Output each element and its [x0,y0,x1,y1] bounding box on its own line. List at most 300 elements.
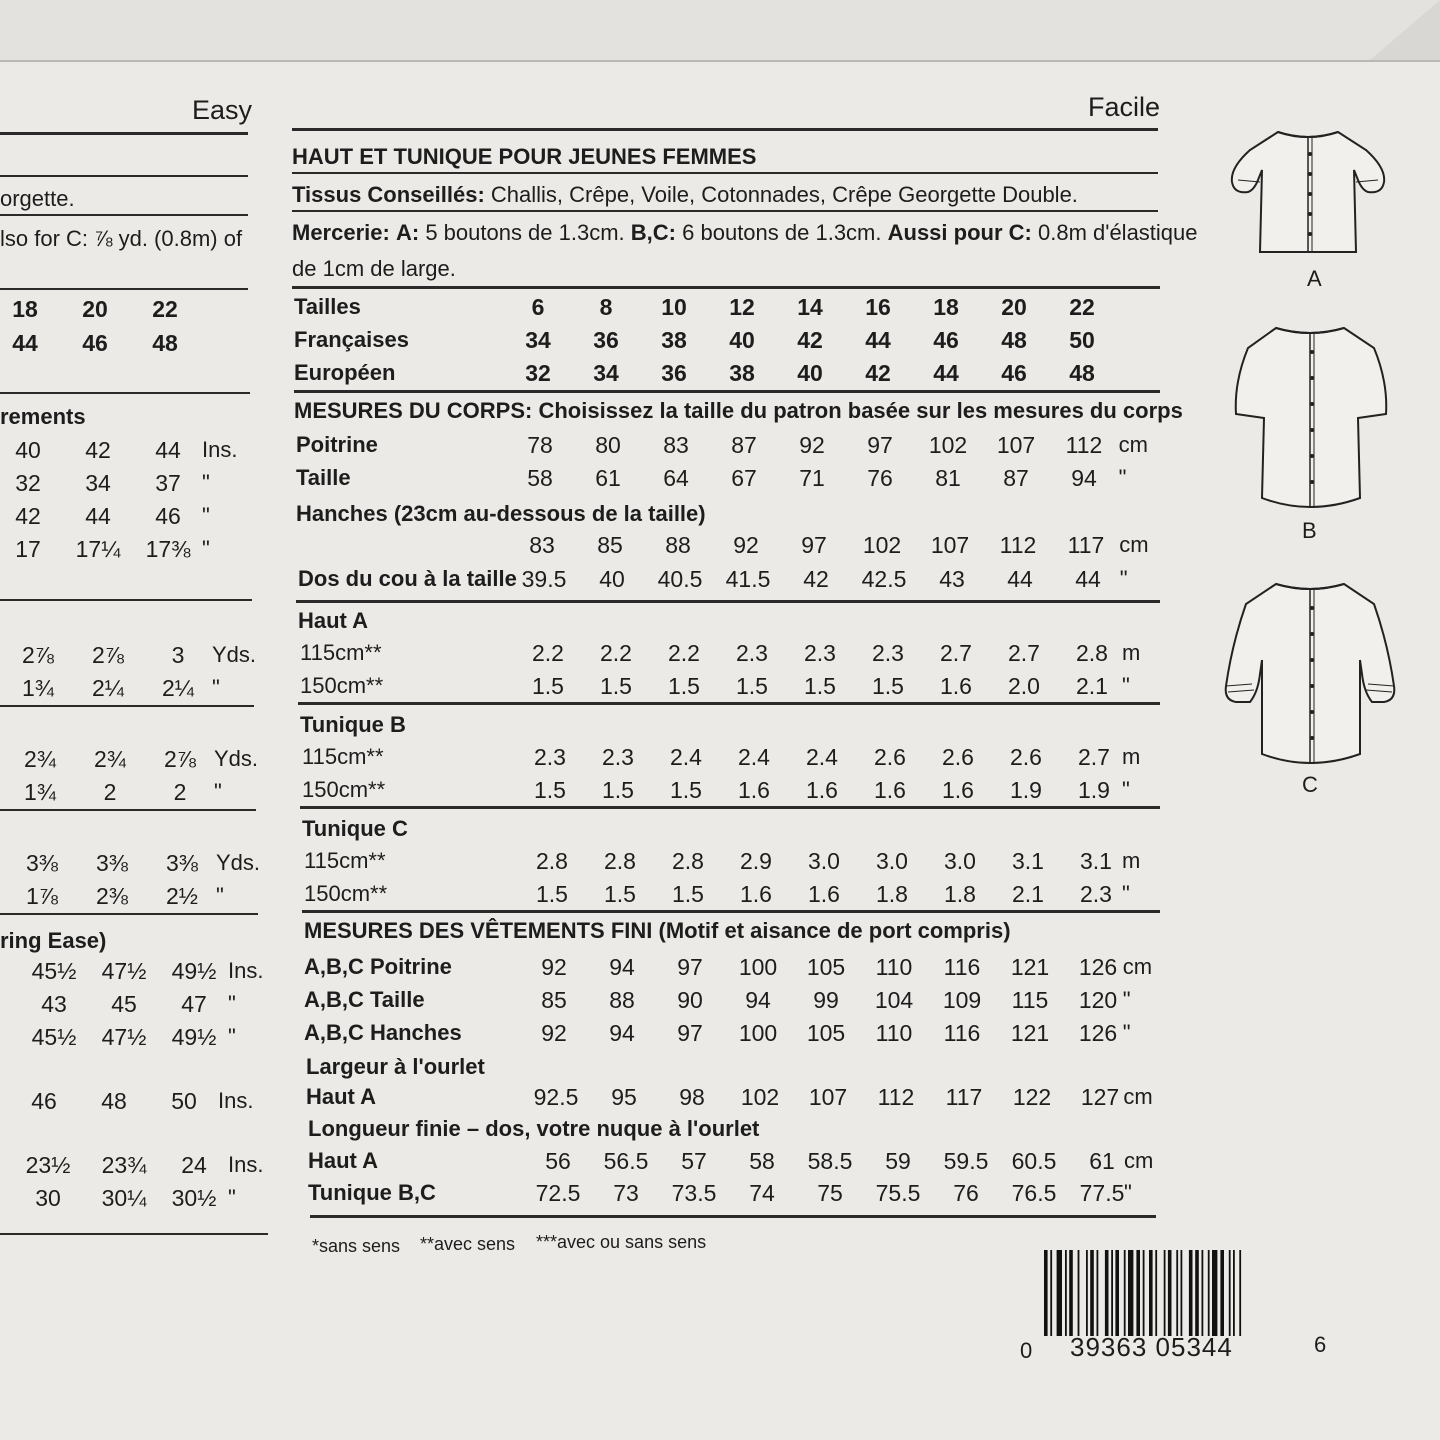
barcode-bar [1149,1250,1153,1336]
table-cell: 87 [1003,465,1029,491]
table-cell: 3 [171,642,185,668]
finished-heading: MESURES DES VÊTEMENTS FINI (Motif et aisance de port compris) [304,918,1011,943]
barcode-lead-digit: 0 [1020,1338,1033,1363]
table-cell: 42 [85,437,111,463]
row-label: Haut A [308,1148,379,1173]
unit-cell: " [1122,881,1130,906]
table-cell: 46 [155,503,181,529]
table-cell: 3⅜ [26,850,58,876]
table-cell: 2⅞ [92,642,124,668]
divider [292,286,1160,289]
table-cell: 43 [41,991,67,1017]
table-cell: 100 [738,1020,778,1046]
table-cell: 1.5 [536,881,568,907]
table-cell: 2¾ [94,746,126,772]
table-cell: 104 [874,987,914,1013]
unit-cell: m [1122,744,1141,769]
table-cell: 44 [1007,566,1033,592]
table-cell: 1.5 [872,673,904,699]
table-cell: 107 [930,532,970,558]
table-cell: 47 [181,991,207,1017]
table-cell: 75.5 [875,1180,921,1206]
unit-cell: " [228,1185,236,1210]
barcode-bar [1097,1250,1099,1336]
table-cell: 32 [15,470,41,496]
row-label: 115cm** [300,640,382,665]
row-label: 150cm** [302,777,386,802]
table-cell: 94 [745,987,771,1013]
table-cell: 42.5 [861,566,907,592]
table-cell: 85 [597,532,623,558]
table-cell: 16 [865,294,891,320]
divider [292,128,1158,131]
divider [0,1233,268,1235]
table-cell: 1.6 [808,881,840,907]
table-cell: 97 [867,432,893,458]
table-cell: 38 [729,360,755,386]
table-cell: 45 [111,991,137,1017]
unit-cell: " [1118,465,1127,490]
table-cell: 3.1 [1080,848,1112,874]
fabrics-line [292,182,1078,208]
pattern-heading: HAUT ET TUNIQUE POUR JEUNES FEMMES [292,144,757,169]
unit-cell: " [228,1024,236,1049]
table-cell: 102 [740,1084,780,1110]
table-cell: 1.6 [874,777,906,803]
table-cell: 43 [939,566,965,592]
barcode-bar [1202,1250,1204,1336]
unit-cell: " [216,883,224,908]
table-cell: 1.5 [670,777,702,803]
row-label: 150cm** [304,881,388,906]
flap-corner [1370,0,1440,60]
table-cell: 46 [82,330,108,356]
table-cell: 40 [15,437,41,463]
unit-cell: " [214,779,222,804]
table-cell: 1.5 [736,673,768,699]
table-cell: 44 [12,330,38,356]
barcode-bar [1220,1250,1224,1336]
notions-bc-label: B,C: [630,220,677,245]
hips-label: Hanches (23cm au-dessous de la taille) [296,501,706,526]
notions-bc: 6 boutons de 1.3cm. [682,220,882,245]
table-cell: 17¼ [75,536,121,562]
unit-cell: Ins. [202,437,238,462]
unit-cell: " [1119,566,1128,591]
footnote-3: ***avec ou sans sens [536,1232,707,1252]
table-cell: 2.8 [536,848,568,874]
footnote-2: **avec sens [420,1234,516,1254]
barcode-bar [1176,1250,1178,1336]
table-cell: 58.5 [807,1148,853,1174]
unit-cell: cm [1122,954,1153,979]
table-cell: 80 [595,432,621,458]
table-cell: 87 [731,432,757,458]
body-heading-en: rements [0,404,86,429]
table-cell: 36 [593,327,619,353]
table-cell: 2⅜ [96,883,128,909]
table-cell: 85 [541,987,567,1013]
table-cell: 56.5 [603,1148,649,1174]
table-cell: 40 [729,327,755,353]
barcode-bar [1239,1250,1241,1336]
table-cell: 2.1 [1012,881,1044,907]
notions-label: Mercerie: [292,220,390,245]
table-cell: 1.5 [532,673,564,699]
table-cell: 50 [171,1088,197,1114]
barcode-bar [1181,1250,1183,1336]
notions-a: 5 boutons de 1.3cm. [425,220,625,245]
table-cell: 1¾ [24,779,56,805]
table-cell: 112 [877,1084,915,1110]
table-cell: 42 [803,566,829,592]
table-cell: 76.5 [1011,1180,1057,1206]
table-cell: 2.1 [1076,673,1108,699]
table-cell: 94 [1071,465,1097,491]
table-cell: 59.5 [943,1148,989,1174]
table-cell: 2 [173,779,187,805]
table-cell: 2.3 [1080,881,1112,907]
table-cell: 2.8 [1076,640,1108,666]
unit-cell: " [202,503,210,528]
table-cell: 2⅞ [164,746,196,772]
table-cell: 94 [609,954,635,980]
table-cell: 120 [1078,987,1118,1013]
table-cell: 92 [541,1020,567,1046]
table-cell: 57 [681,1148,707,1174]
table-cell: 45½ [31,958,77,984]
divider [0,175,248,177]
table-cell: 44 [85,503,111,529]
table-cell: 71 [799,465,825,491]
table-cell: 10 [661,294,687,320]
barcode-bar [1069,1250,1073,1336]
table-cell: 107 [808,1084,848,1110]
table-cell: 47½ [101,1024,147,1050]
divider [294,390,1160,393]
table-cell: 61 [1089,1148,1115,1174]
row-label: 150cm** [300,673,384,698]
table-cell: 30½ [171,1185,217,1211]
table-cell: 126 [1078,954,1118,980]
row-label: A,B,C Poitrine [304,954,452,979]
table-cell: 1.5 [804,673,836,699]
row-label: Tailles [294,294,361,319]
table-cell: 1.9 [1010,777,1042,803]
table-cell: 78 [527,432,553,458]
table-cell: 1.6 [740,881,772,907]
table-cell: 40 [599,566,625,592]
row-label: A,B,C Hanches [304,1020,462,1045]
table-cell: 22 [1069,294,1095,320]
table-cell: 1.5 [604,881,636,907]
table-cell: 88 [609,987,635,1013]
table-cell: 6 [531,294,545,320]
unit-cell: m [1122,640,1141,665]
table-cell: 110 [875,954,913,980]
yardage-title: Tunique C [302,816,408,841]
view-a-label: A [1307,266,1322,291]
table-cell: 60.5 [1011,1148,1057,1174]
table-cell: 109 [942,987,982,1013]
table-cell: 2¼ [162,675,194,701]
table-cell: 1.8 [876,881,908,907]
table-cell: 94 [609,1020,635,1046]
table-cell: 18 [12,296,38,322]
unit-cell: " [1122,987,1131,1012]
table-cell: 92 [799,432,825,458]
barcode-bar [1212,1250,1217,1336]
unit-cell: " [202,470,210,495]
fabrics-label: Tissus Conseillés: [292,182,485,207]
table-cell: 99 [813,987,839,1013]
table-cell: 22 [152,296,178,322]
divider [292,210,1158,212]
table-cell: 105 [806,1020,846,1046]
view-b-label: B [1302,518,1317,543]
finished-heading-en: ring Ease) [0,928,107,953]
table-cell: 117 [1067,532,1105,558]
unit-cell: m [1122,848,1141,873]
table-cell: 95 [611,1084,637,1110]
table-cell: 59 [885,1148,911,1174]
table-cell: 44 [155,437,181,463]
unit-cell: cm [1124,1148,1154,1173]
row-label: A,B,C Taille [304,987,425,1012]
table-cell: 34 [85,470,111,496]
table-cell: 1.6 [940,673,972,699]
table-cell: 83 [663,432,689,458]
unit-cell: Ins. [218,1088,254,1113]
barcode-bar [1111,1250,1113,1336]
yardage-title: Haut A [298,608,369,633]
table-cell: 3⅜ [96,850,128,876]
barcode-bar [1155,1250,1157,1336]
table-cell: 117 [945,1084,983,1110]
envelope-flap [0,0,1440,62]
row-label: Françaises [294,327,409,352]
table-cell: 44 [1075,566,1101,592]
barcode-digits: 39363 05344 [1070,1332,1233,1362]
table-cell: 97 [801,532,827,558]
barcode-bar [1189,1250,1193,1336]
barcode [1040,1250,1304,1340]
divider [0,214,248,216]
table-cell: 49½ [171,1024,217,1050]
table-cell: 48 [101,1088,127,1114]
table-cell: 2.6 [942,744,974,770]
unit-cell: " [1122,673,1130,698]
table-cell: 115 [1011,987,1049,1013]
barcode-bar [1164,1250,1166,1336]
table-cell: 97 [677,1020,703,1046]
notions-line-2: de 1cm de large. [292,256,456,281]
table-cell: 2.7 [1078,744,1110,770]
table-cell: 30 [35,1185,61,1211]
table-cell: 20 [1001,294,1027,320]
view-b-illustration [1228,318,1392,514]
unit-cell: cm [1123,1084,1153,1109]
table-cell: 48 [1069,360,1095,386]
barcode-bar [1065,1250,1067,1336]
yardage-title: Tunique B [300,712,406,737]
unit-cell: " [1122,1020,1131,1045]
table-cell: 2.3 [602,744,634,770]
table-cell: 76 [953,1180,979,1206]
table-cell: 41.5 [725,566,771,592]
table-cell: 30¼ [101,1185,147,1211]
table-cell: 2.3 [534,744,566,770]
notions-text-en: lso for C: ⅞ yd. (0.8m) of [0,226,243,251]
divider [0,392,250,394]
table-cell: 48 [1001,327,1027,353]
table-cell: 39.5 [521,566,567,592]
table-cell: 2.0 [1008,673,1040,699]
table-cell: 42 [865,360,891,386]
unit-cell: " [1124,1180,1132,1205]
table-cell: 2.3 [804,640,836,666]
barcode-bar [1115,1250,1119,1336]
table-cell: 34 [525,327,551,353]
table-cell: 46 [1001,360,1027,386]
barcode-bar [1208,1250,1210,1336]
table-cell: 23¾ [101,1152,147,1178]
table-cell: 61 [595,465,621,491]
hem-label: Largeur à l'ourlet [306,1054,485,1079]
notions-c: 0.8m d'élastique [1037,220,1198,245]
table-cell: 127 [1080,1084,1120,1110]
table-cell: 1.5 [600,673,632,699]
table-cell: 3.1 [1012,848,1044,874]
table-cell: 3.0 [944,848,976,874]
table-cell: 88 [665,532,691,558]
unit-cell: " [202,536,210,561]
table-cell: 97 [677,954,703,980]
table-cell: 121 [1010,954,1050,980]
barcode-bar [1168,1250,1172,1336]
barcode-bar [1128,1250,1133,1336]
row-label: Tunique B,C [308,1180,436,1205]
table-cell: 107 [996,432,1036,458]
level-label: Facile [1088,92,1161,122]
table-cell: 48 [152,330,178,356]
table-cell: 92 [733,532,759,558]
table-cell: 2.8 [672,848,704,874]
fabrics-text-en: orgette. [0,186,75,211]
table-cell: 81 [935,465,961,491]
divider [0,809,256,811]
table-cell: 1.5 [534,777,566,803]
table-cell: 42 [797,327,823,353]
barcode-bar [1086,1250,1088,1336]
table-cell: 1.9 [1078,777,1110,803]
table-cell: 122 [1012,1084,1052,1110]
view-c-illustration [1222,574,1398,770]
table-cell: 20 [82,296,108,322]
table-cell: 100 [738,954,778,980]
table-cell: 40.5 [657,566,703,592]
table-cell: 2.4 [738,744,770,770]
body-measurements-heading: MESURES DU CORPS: Choisissez la taille du patron basée sur les mesures du corps [294,398,1183,423]
table-cell: 98 [679,1084,705,1110]
table-cell: 1.6 [806,777,838,803]
barcode-bar [1233,1250,1235,1336]
notions-line [292,220,1198,246]
table-cell: 17 [15,536,41,562]
table-cell: 58 [527,465,553,491]
table-cell: 2 [103,779,117,805]
divider [0,913,258,915]
barcode-bar [1050,1250,1052,1336]
divider [292,172,1158,174]
table-cell: 2.2 [600,640,632,666]
table-cell: 50 [1069,327,1095,353]
row-label: 115cm** [302,744,384,769]
table-cell: 116 [943,954,981,980]
notions-a-label: A: [395,220,420,245]
unit-cell: Yds. [216,850,261,875]
barcode-bar [1090,1250,1094,1336]
table-cell: 2.4 [806,744,838,770]
footnote-1: *sans sens [312,1236,401,1256]
table-cell: 73.5 [671,1180,717,1206]
table-cell: 102 [862,532,902,558]
table-cell: 1.5 [602,777,634,803]
unit-cell: cm [1119,532,1149,557]
unit-cell: " [1122,777,1130,802]
table-cell: 2.2 [668,640,700,666]
table-cell: 2.6 [1010,744,1042,770]
table-cell: 2.7 [1008,640,1040,666]
table-cell: 2.3 [736,640,768,666]
table-cell: 47½ [101,958,147,984]
table-cell: 44 [933,360,959,386]
unit-cell: " [228,991,236,1016]
table-cell: 126 [1078,1020,1118,1046]
length-label: Longueur finie – dos, votre nuque à l'ourlet [308,1116,760,1141]
table-cell: 83 [529,532,555,558]
unit-cell: Ins. [228,1152,264,1177]
table-cell: 38 [661,327,687,353]
table-cell: 2¼ [92,675,124,701]
unit-cell: Ins. [228,958,264,983]
unit-cell: cm [1118,432,1148,457]
row-label: Taille [296,465,351,490]
table-cell: 121 [1010,1020,1050,1046]
unit-cell: " [212,675,220,700]
table-cell: 18 [933,294,959,320]
table-cell: 46 [933,327,959,353]
table-cell: 46 [31,1088,57,1114]
barcode-bar [1057,1250,1062,1336]
divider [310,1215,1156,1218]
barcode-check-digit: 6 [1314,1332,1327,1357]
table-cell: 24 [181,1152,207,1178]
barcode-bar [1143,1250,1145,1336]
table-cell: 90 [677,987,703,1013]
table-cell: 64 [663,465,689,491]
table-cell: 1.5 [668,673,700,699]
table-cell: 1.6 [942,777,974,803]
table-cell: 1.5 [672,881,704,907]
row-label: Poitrine [296,432,378,457]
barcode-bar [1078,1250,1080,1336]
table-cell: 44 [865,327,891,353]
table-cell: 2¾ [24,746,56,772]
table-cell: 2½ [166,883,198,909]
table-cell: 3.0 [876,848,908,874]
view-c-label: C [1302,772,1318,797]
